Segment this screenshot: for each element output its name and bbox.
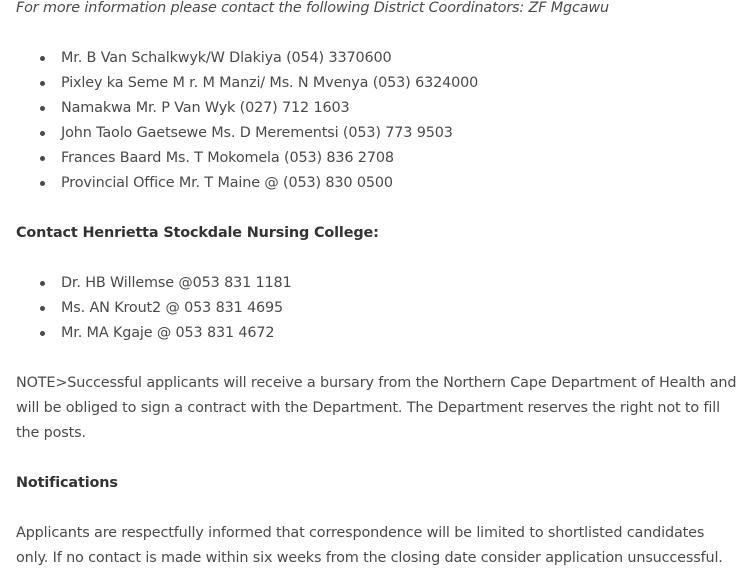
coordinator-item: Pixley ka Seme M r. M Manzi/ Ms. N Mvenya (053) 6324000 bbox=[16, 71, 478, 96]
college-contact-item: Ms. AN Krout2 @ 053 831 4695 bbox=[16, 296, 292, 321]
notifications-heading: Notifications bbox=[16, 475, 118, 491]
college-contact-heading: Contact Henrietta Stockdale Nursing College: bbox=[16, 225, 379, 241]
district-coordinators-list bbox=[16, 46, 478, 196]
coordinator-item: Frances Baard Ms. T Mokomela (053) 836 2708 bbox=[16, 146, 478, 171]
coordinator-item: Mr. B Van Schalkwyk/W Dlakiya (054) 3370600 bbox=[16, 46, 478, 71]
intro-text: For more information please contact the following District Coordinators: ZF Mgcawu bbox=[16, 0, 610, 16]
coordinator-item: Namakwa Mr. P Van Wyk (027) 712 1603 bbox=[16, 96, 478, 121]
college-contacts-list bbox=[16, 271, 292, 346]
coordinator-item: John Taolo Gaetsewe Ms. D Merementsi (053) 773 9503 bbox=[16, 121, 478, 146]
college-contact-item: Mr. MA Kgaje @ 053 831 4672 bbox=[16, 321, 292, 346]
coordinator-item: Provincial Office Mr. T Maine @ (053) 830 0500 bbox=[16, 171, 478, 196]
notifications-text: Applicants are respectfully informed that correspondence will be limited to shortlisted candidates only. If no contact is made within six weeks from the closing date consider application unsuccessful. bbox=[16, 525, 723, 566]
college-contact-item: Dr. HB Willemse @053 831 1181 bbox=[16, 271, 292, 296]
bursary-note: NOTE>Successful applicants will receive a bursary from the Northern Cape Department of Health and will be obliged to sign a contract with the Department. The Department reserves the right not to fill the posts. bbox=[16, 375, 737, 441]
